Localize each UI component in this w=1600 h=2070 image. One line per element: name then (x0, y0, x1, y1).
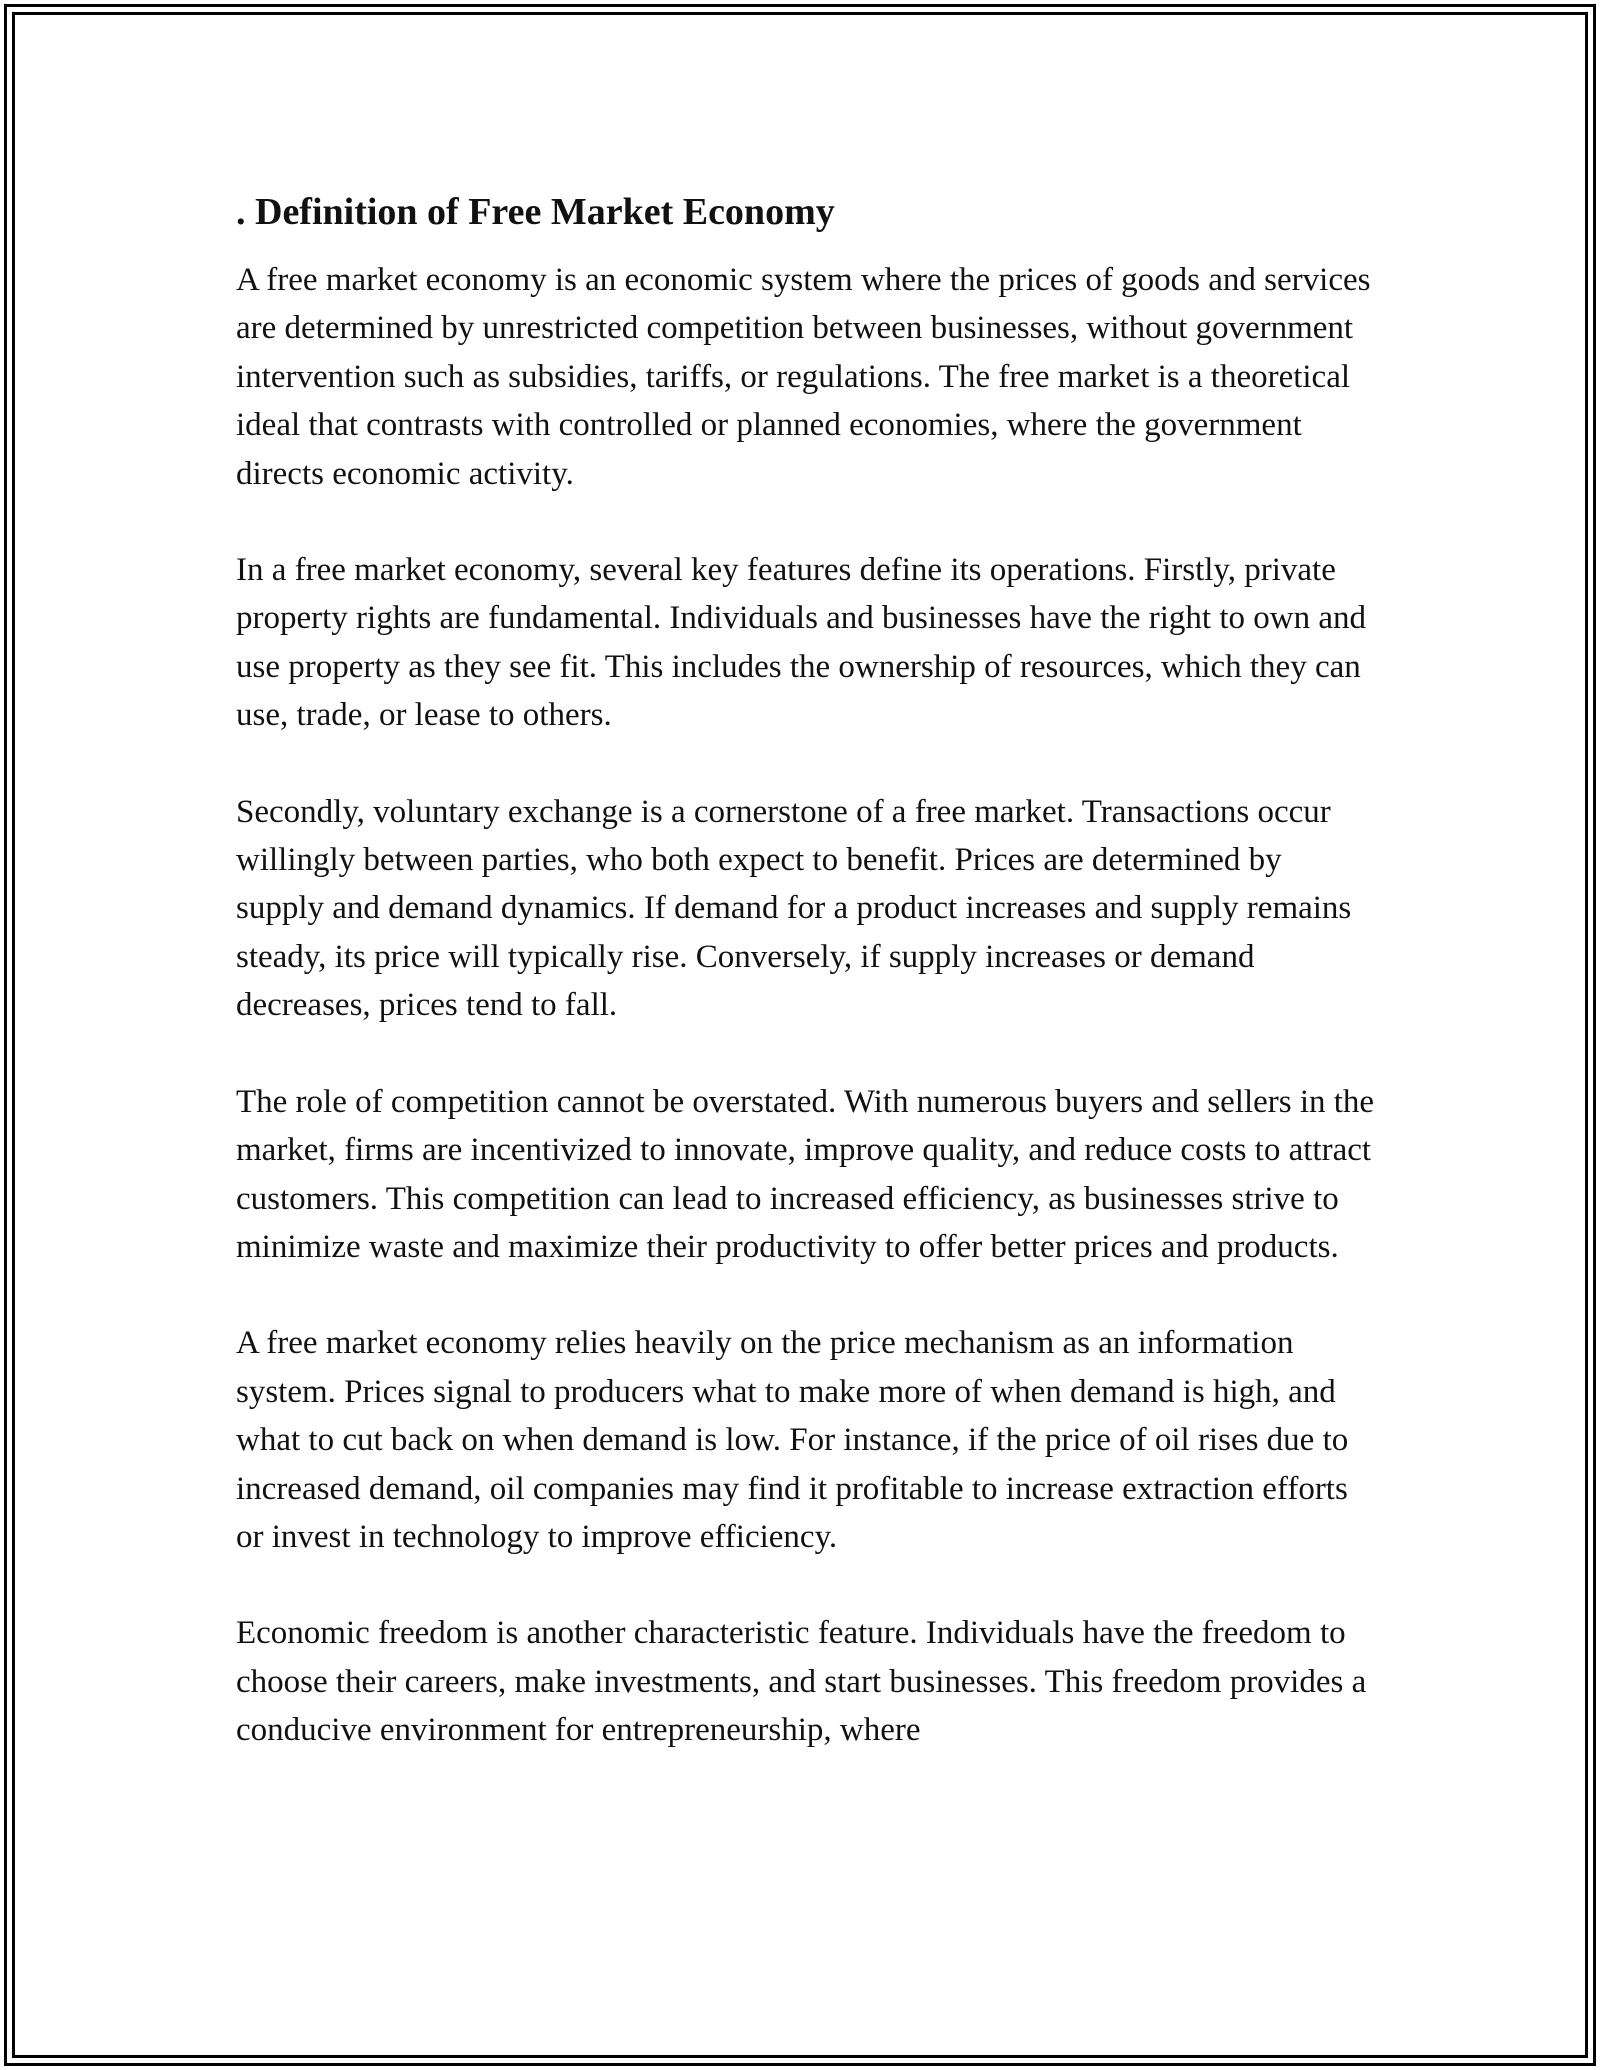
paragraph-competition: The role of competition cannot be overstated. With numerous buyers and sellers in the market, firms are incentivized to innovate, improve quality, and reduce costs to attract customers. This competition can lead to increased efficiency, as businesses strive to minimize waste and maximize their productivity to offer better prices and products. (236, 1083, 1375, 1265)
paragraph-property-rights: In a free market economy, several key features define its operations. Firstly, private property rights are fundamental. Individuals and businesses have the right to own and use property as they see fit. This includes the ownership of resources, which they can use, trade, or lease to others. (236, 552, 1366, 734)
paragraph-economic-freedom: Economic freedom is another characteristic feature. Individuals have the freedom to choose their careers, make investments, and start businesses. This freedom provides a conducive environment for entrepreneurship, where (236, 1615, 1367, 1749)
paragraph-voluntary-exchange: Secondly, voluntary exchange is a cornerstone of a free market. Transactions occur willingly between parties, who both expect to benefit. Prices are determined by supply and demand dynamics. If demand for a product increases and supply remains steady, its price will typically rise. Conversely, if supply increases or demand decreases, prices tend to fall. (236, 793, 1352, 1024)
paragraph-price-mechanism: A free market economy relies heavily on the price mechanism as an information system. Prices signal to producers what to make more of when demand is high, and what to cut back on when demand is low. For instance, if the price of oil rises due to increased demand, oil companies may find it profitable to increase extraction efforts or invest in technology to improve efficiency. (236, 1325, 1349, 1555)
paragraph-definition: A free market economy is an economic system where the prices of goods and services are determined by unrestricted competition between businesses, without government intervention such as subsidies, tariffs, or regulations. The free market is a theoretical ideal that contrasts with controlled or planned economies, where the government directs economic activity. (236, 262, 1371, 492)
section-heading: . Definition of Free Market Economy (236, 191, 835, 233)
document-body (236, 188, 1376, 1803)
